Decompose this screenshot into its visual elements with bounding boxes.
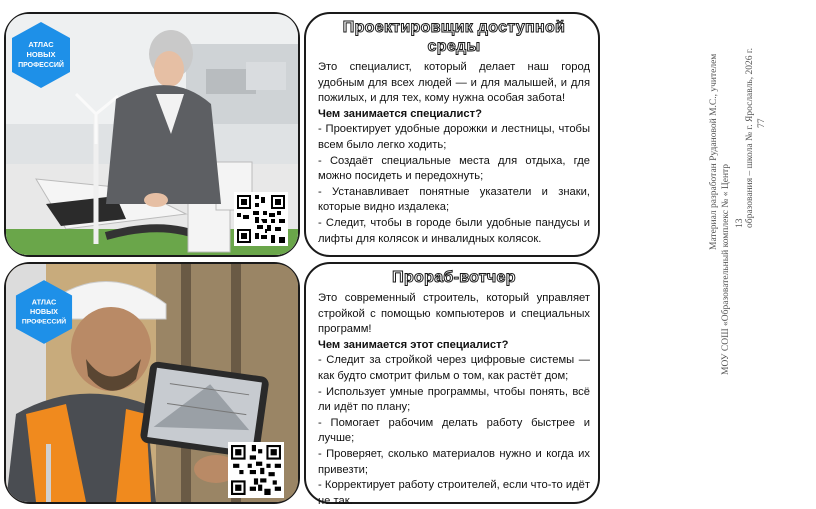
photo-card-2 [4,262,300,504]
qr-code-icon [237,195,285,243]
page-number-77: 77 [757,118,767,128]
badge-line-2: НОВЫХ [26,50,56,59]
photo-card-1 [4,12,300,257]
card-2-item: - Следит за стройкой через цифровые системы — как будто смотрит фильм о том, как растёт дом; [318,354,590,382]
text-card-2 [304,262,600,507]
card-1-item: - Создаёт специальные места для отдыха, где можно посидеть и передохнуть; [318,154,590,183]
card-1-question: Чем занимается специалист? [318,107,482,120]
card-2-item: - Корректирует работу строителей, если что-то идёт не так. [318,479,590,507]
qr-code-icon [231,445,281,495]
text-card-1 [304,12,600,257]
card-2-question: Чем занимается этот специалист? [318,338,509,351]
card-1-item: - Проектирует удобные дорожки и лестницы, чтобы всем было легко ходить; [318,123,590,151]
badge-line-2: НОВЫХ [29,306,59,316]
card-1-title: Проектировщик доступной среды [342,19,566,55]
badge-line-1: АТЛАС [28,40,54,49]
card-1-item: - Следит, чтобы в городе были удобные пандусы и лифты для колясок и инвалидных колясок. [318,216,590,245]
author-credit-line-1: Материал разработан Рудановой М.С., учителем [709,53,719,250]
card-1-intro: Это специалист, который делает наш город удобным для всех людей — и для малышей, и для пожилых, и для тех, кому нужна особая забота! [318,61,590,105]
card-2-item: - Проверяет, сколько материалов нужно и когда их привезти; [318,447,590,476]
qr-code-1[interactable] [234,192,288,246]
card-2-item: - Использует умные программы, чтобы понять, всё ли идёт по плану; [318,385,590,414]
badge-line-3: ПРОФЕССИЙ [18,62,64,69]
card-1-item: - Устанавливает понятные указатели и знаки, которые видно издалека; [318,185,590,214]
card-2-body [318,291,590,509]
card-1-body [318,60,590,247]
page-number-13: 13 [735,218,745,228]
card-2-item: - Помогает рабочим делать работу быстрее и лучше; [318,416,590,445]
author-credit-line-2: МОУ СОШ «Образовательный комплекс № « Центр [721,163,731,375]
author-credit-line-3: образования – школа № г. Ярославль, 2026 г. [745,47,755,228]
badge-line-3: ПРОФЕССИЙ [21,318,67,326]
qr-code-2[interactable] [228,442,284,498]
card-2-intro: Это современный строитель, который управляет стройкой с помощью компьютеров и специальных программ! [318,292,590,336]
badge-line-1: АТЛАС [31,297,57,307]
atlas-badge-1 [10,20,72,90]
card-2-title: Прораб-вотчер [392,269,516,286]
atlas-badge-2 [14,278,74,346]
